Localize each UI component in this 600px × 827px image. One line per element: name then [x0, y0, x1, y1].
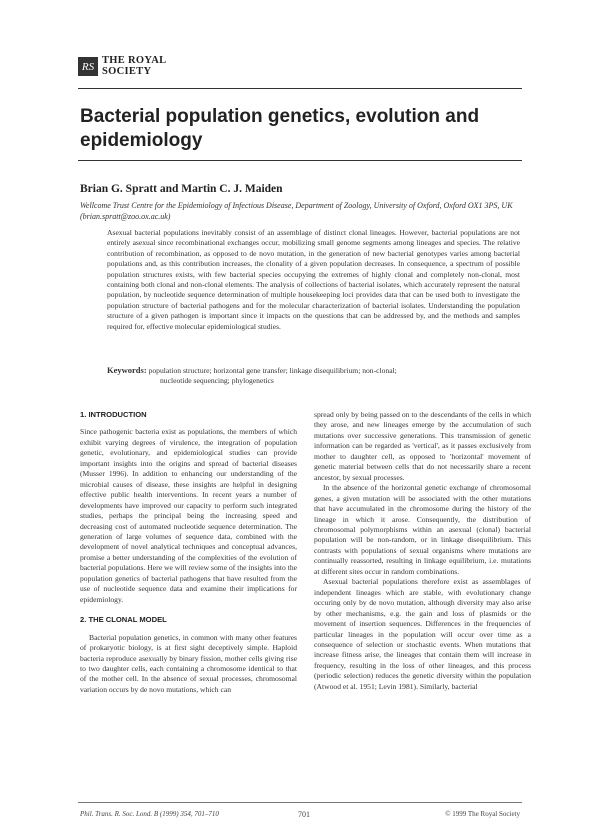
paper-authors: Brian G. Spratt and Martin C. J. Maiden	[80, 183, 283, 195]
right-column	[314, 410, 531, 692]
copyright-notice: © 1999 The Royal Society	[445, 810, 520, 818]
paper-title: Bacterial population genetics, evolution and epidemiology	[80, 106, 480, 151]
header-rule	[78, 88, 522, 89]
society-crest-icon: RS	[78, 57, 98, 76]
page-number: 701	[298, 810, 310, 819]
author-affiliation: Wellcome Trust Centre for the Epidemiology of Infectious Disease, Department of Zoology, University of Oxford, Oxford OX1 3PS, UK (brian.spratt@zoo.ox.ac.uk)	[80, 201, 513, 221]
section-heading-clonal-model: 2. THE CLONAL MODEL	[80, 615, 167, 625]
paragraph-asexual: Asexual bacterial populations therefore exist as assemblages of independent lineages which are stable, with evolutionary change occuring only by de novo mutation, although diversity may also arise by other mechanisms, e.g. the gain and loss of plasmids or the movement of insertion sequences. Differences in the frequencies of particular lineages in the population will occur over time as a consequence of selection or stochastic events. When mutations that increase fitness arise, the lineages that contain them will increase in frequency, resulting in the loss of other lineages, and this process (periodic selection) reduces the genetic diversity within the population (Atwood et al. 1951; Levin 1981). Similarly, bacterial	[314, 577, 531, 691]
section-heading-introduction: 1. INTRODUCTION	[80, 410, 147, 419]
keywords	[107, 365, 520, 387]
logo-line1: THE ROYAL	[102, 55, 167, 66]
left-column	[80, 410, 297, 695]
logo-wordmark	[102, 56, 166, 77]
royal-society-logo	[78, 56, 166, 77]
clonal-model-paragraph: Bacterial population genetics, in common with many other features of prokaryotic biology, is at first sight deceptively simple. Haploid bacteria reproduce asexually by binary fission, mother cells giving rise to two daughter cells, each containing a chromosome identical to that of the mother cell. In the absence of sexual processes, chromosomal variation occurs by de novo mutations, which can	[80, 632, 297, 694]
keywords-label: Keywords:	[107, 365, 147, 375]
journal-citation: Phil. Trans. R. Soc. Lond. B (1999) 354, 701–710	[80, 810, 219, 818]
abstract: Asexual bacterial populations inevitably consist of an assemblage of distinct clonal lineages. However, bacterial populations are not entirely asexual since recombinational exchanges occur, mobilizing small genome segments among lineages and species. The relative contribution of recombination, as opposed to de novo mutation, in the generation of new bacterial genotypes varies among bacterial populations and, as this contribution increases, the clonality of a given population decreases. In consequence, a spectrum of possible population structures exists, with few bacterial species occupying the extremes of highly clonal and completely non-clonal, most containing both clonal and non-clonal elements. The analysis of collections of bacterial isolates, which accurately represent the natural population, by nucleotide sequence determination of multiple housekeeping loci provides data that can be used both to investigate the population structure of bacterial pathogens and for the molecular characterization of bacterial isolates. Understanding the population structure of a given pathogen is important since it impacts on the questions that can be addressed by, and the methods and samples required for, effective molecular epidemiological studies.	[107, 228, 520, 331]
keywords-line2: nucleotide sequencing; phylogenetics	[160, 376, 274, 386]
intro-paragraph: Since pathogenic bacteria exist as populations, the members of which exhibit varying degrees of virulence, the integration of population genetic, evolutionary, and epidemiological studies can provide important insights into the origins and spread of bacterial diseases (Musser 1996). In addition to enhancing our understanding of the microbial causes of disease, these insights are helpful in designing effective public health interventions. In recent years a number of developments have improved our capacity to perform such integrated studies, perhaps the principal being the increasing speed and decreasing cost of automated nucleotide sequence determination. The generation of large volumes of sequence data, combined with the development of novel analytical techniques and conceptual advances, promise a better understanding of the complexities of the evolution of bacterial populations. Here we will review some of the insights into the population genetics of bacterial pathogens that have resulted from the use of nucleotide sequence data and examine their implications for epidemiology.	[80, 427, 297, 604]
paragraph-linkage: In the absence of the horizontal genetic exchange of chromosomal genes, a given mutation will be associated with the other mutations that have accumulated in the chromosome during the history of the lineage in which it arose. Consequently, the distribution of chromosomal polymorphisms within an asexual (clonal) bacterial population will be non-random, or in linkage disequilibrium. This contrasts with populations of sexual organisms where mutations are continually reassorted, resulting in linkage equilibrium, i.e. mutations at different sites occur in random combinations.	[314, 483, 531, 576]
paragraph-continued: spread only by being passed on to the descendants of the cells in which they arose, and new lineages emerge by the accumulation of such mutations over successive generations. This transmission of genetic information can be regarded as 'vertical', as it passes exclusively from mother to daughter cell, as opposed to 'horizontal' movement of genetic material between cells that do not necessarily share a recent ancestor, by sexual processes.	[314, 410, 531, 482]
keywords-line1: population structure; horizontal gene transfer; linkage disequilibrium; non-clonal;	[148, 366, 397, 375]
logo-line2: SOCIETY	[102, 65, 152, 77]
footer-rule	[78, 802, 522, 803]
title-rule	[78, 160, 522, 161]
